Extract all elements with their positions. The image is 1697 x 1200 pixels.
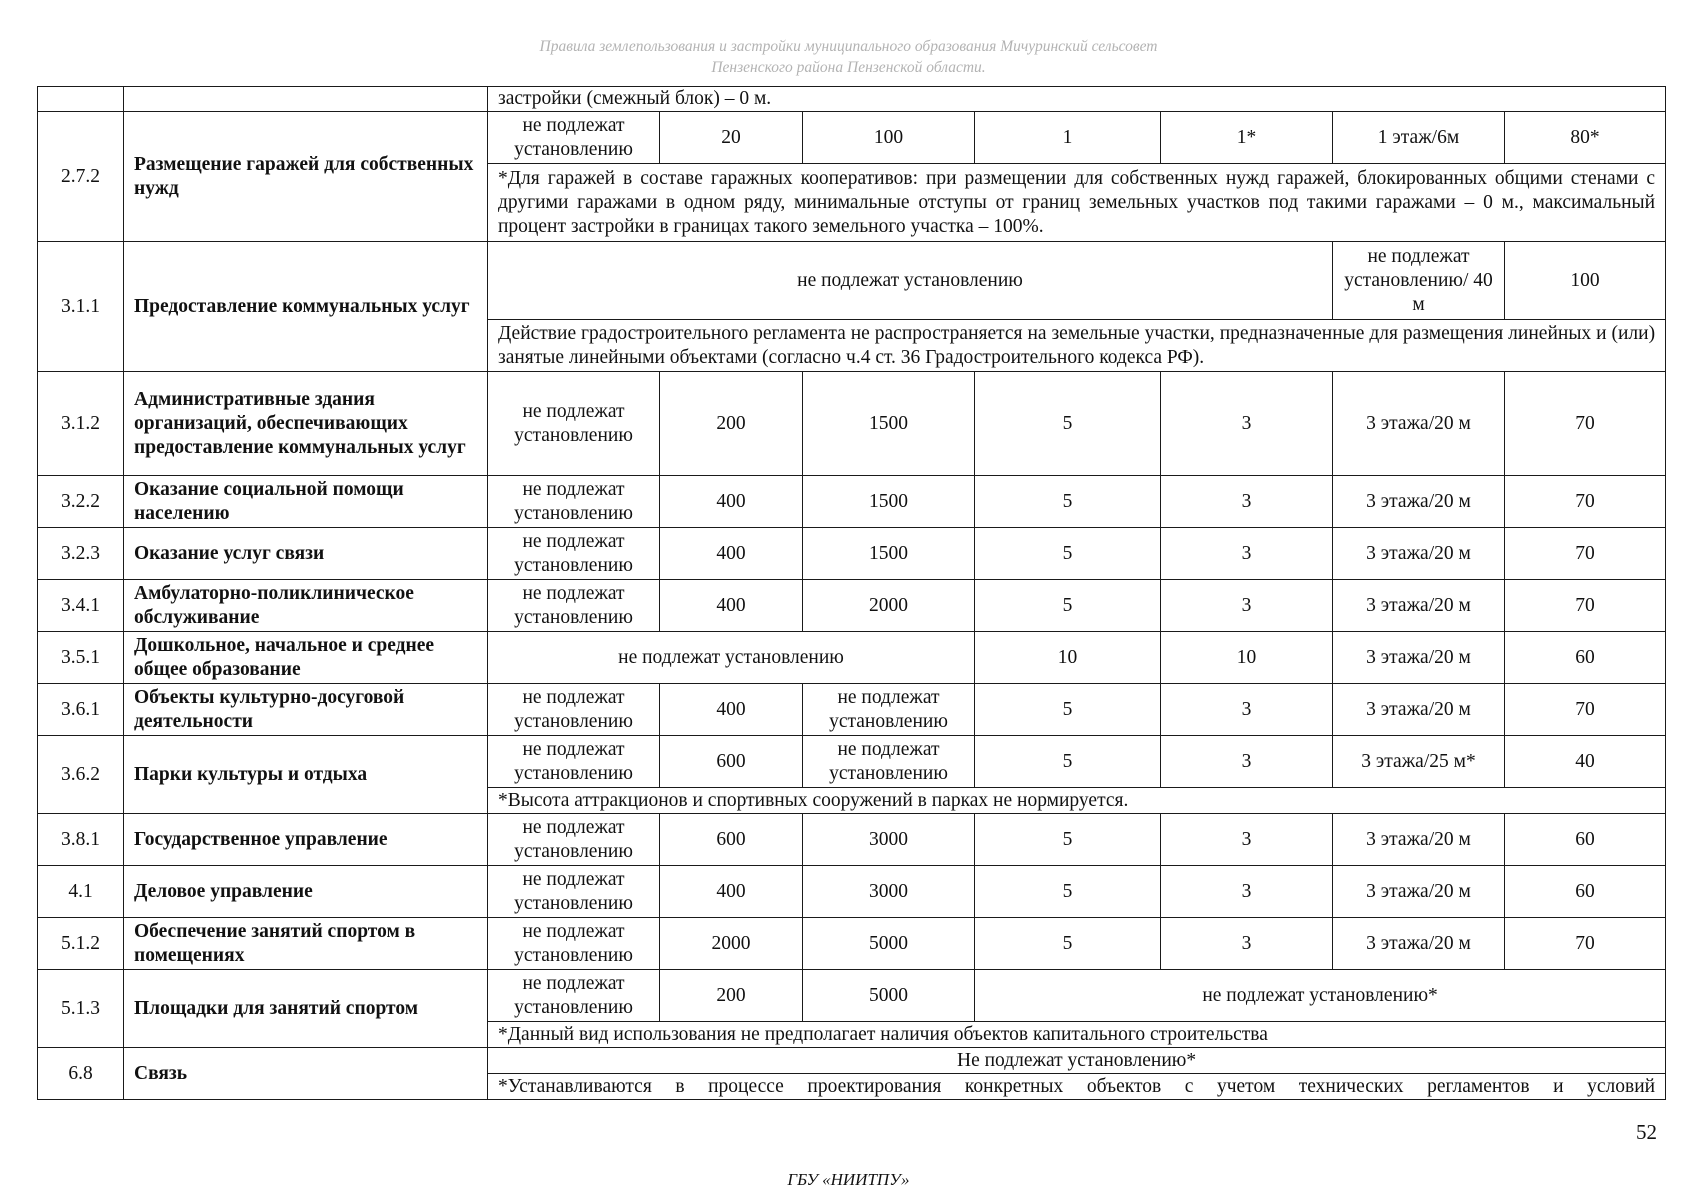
row-name: Оказание услуг связи <box>124 528 488 580</box>
table-row <box>38 814 1666 866</box>
cell-span-value: не подлежат установлению <box>488 242 1333 320</box>
table-row <box>38 918 1666 970</box>
cell-value: 5 <box>975 866 1161 918</box>
cell-value: не подлежат установлению <box>488 372 660 476</box>
cell-value: 60 <box>1505 814 1666 866</box>
cell-value: 3000 <box>803 866 975 918</box>
cell-value: 5 <box>975 814 1161 866</box>
table-row <box>38 112 1666 164</box>
cell-value: 400 <box>660 528 803 580</box>
cell-value: 70 <box>1505 476 1666 528</box>
cell-value: 5 <box>975 528 1161 580</box>
row-code: 4.1 <box>38 866 124 918</box>
table-row <box>38 242 1666 320</box>
row-code: 5.1.3 <box>38 970 124 1048</box>
row-code: 3.1.1 <box>38 242 124 372</box>
cell-value: 70 <box>1505 918 1666 970</box>
row-name: Государственное управление <box>124 814 488 866</box>
cell-value: 5 <box>975 736 1161 788</box>
cell-value: 60 <box>1505 866 1666 918</box>
cell-value: не подлежат установлению <box>488 112 660 164</box>
cell-value: 400 <box>660 684 803 736</box>
row-name: Размещение гаражей для собственных нужд <box>124 112 488 242</box>
row-name: Обеспечение занятий спортом в помещениях <box>124 918 488 970</box>
row-code: 6.8 <box>38 1048 124 1100</box>
cell-value: 1500 <box>803 372 975 476</box>
cell-value: 1 <box>975 112 1161 164</box>
cell-value: 3 этажа/20 м <box>1333 684 1505 736</box>
cell-value: 600 <box>660 814 803 866</box>
cell-value: 1 этаж/6м <box>1333 112 1505 164</box>
cell-value: 60 <box>1505 632 1666 684</box>
table-row <box>38 736 1666 788</box>
cell-value: 70 <box>1505 580 1666 632</box>
cell-value: 100 <box>803 112 975 164</box>
row-name: Амбулаторно-поликлиническое обслуживание <box>124 580 488 632</box>
cell-value: 3 <box>1161 528 1333 580</box>
cell-value: 3 этажа/20 м <box>1333 528 1505 580</box>
row-code: 3.2.3 <box>38 528 124 580</box>
footer: ГБУ «НИИТПУ» <box>787 1170 910 1189</box>
row-note: Действие градостроительного регламента не распространяется на земельные участки, предназначенные для размещения линейных и (или) занятые линейными объектами (согласно ч.4 ст. 36 Градостроительного кодекса РФ). <box>488 320 1666 372</box>
cell-value: не подлежат установлению <box>488 814 660 866</box>
cell-value: 3 <box>1161 580 1333 632</box>
cell-value: 1500 <box>803 476 975 528</box>
row-name: Административные здания организаций, обеспечивающих предоставление коммунальных услуг <box>124 372 488 476</box>
cell-value: не подлежат установлению <box>803 736 975 788</box>
cell-value: 3 <box>1161 866 1333 918</box>
row-name: Объекты культурно-досуговой деятельности <box>124 684 488 736</box>
cell-value: 3 этажа/20 м <box>1333 866 1505 918</box>
cell-value: 5 <box>975 372 1161 476</box>
cell-value: не подлежат установлению <box>488 970 660 1022</box>
table-row <box>38 866 1666 918</box>
cell-value: не подлежат установлению <box>488 476 660 528</box>
cell-value: 400 <box>660 866 803 918</box>
row-code: 3.6.1 <box>38 684 124 736</box>
cell-value: 3 этажа/20 м <box>1333 814 1505 866</box>
row-note: *Для гаражей в составе гаражных кооперативов: при размещении для собственных нужд гаражей, блокированных общими стенами с другими гаражами в одном ряду, минимальные отступы от границ земельных участков под такими гаражами – 0 м., максимальный процент застройки в границах такого земельного участка – 100%. <box>488 164 1666 242</box>
cell-value: не подлежат установлению <box>488 684 660 736</box>
cell-value: не подлежат установлению/ 40 м <box>1333 242 1505 320</box>
row-code: 2.7.2 <box>38 112 124 242</box>
row-name: Связь <box>124 1048 488 1100</box>
row-note: *Устанавливаются в процессе проектирования конкретных объектов с учетом технических регламентов и условий <box>488 1074 1666 1100</box>
cell-value: 3 <box>1161 736 1333 788</box>
cell-value: не подлежат установлению <box>488 580 660 632</box>
cell-value: 20 <box>660 112 803 164</box>
cell-value: 3 <box>1161 372 1333 476</box>
row-code: 3.2.2 <box>38 476 124 528</box>
row-name: Дошкольное, начальное и среднее общее образование <box>124 632 488 684</box>
cell-value: 3 <box>1161 814 1333 866</box>
table-row <box>38 970 1666 1022</box>
cell-span-value: не подлежат установлению <box>488 632 975 684</box>
cell-value: 70 <box>1505 372 1666 476</box>
cell-value: 40 <box>1505 736 1666 788</box>
cell-value: не подлежат установлению <box>488 866 660 918</box>
page-number: 52 <box>1636 1120 1657 1144</box>
row-name: Парки культуры и отдыха <box>124 736 488 814</box>
cell-value: 5 <box>975 684 1161 736</box>
cell-value: 80* <box>1505 112 1666 164</box>
cell-value: 70 <box>1505 684 1666 736</box>
cell-value: 5 <box>975 918 1161 970</box>
cell-value: не подлежат установлению <box>488 918 660 970</box>
cell-value: 5000 <box>803 970 975 1022</box>
cell-value: 10 <box>975 632 1161 684</box>
cell-span-value: не подлежат установлению* <box>975 970 1666 1022</box>
cell-value: 3 этажа/20 м <box>1333 476 1505 528</box>
cell-value: 3000 <box>803 814 975 866</box>
table-row <box>38 372 1666 476</box>
row-code: 3.5.1 <box>38 632 124 684</box>
table-row <box>38 684 1666 736</box>
table-row <box>38 1048 1666 1074</box>
cell-value: 400 <box>660 476 803 528</box>
table-row <box>38 580 1666 632</box>
cell-value: 3 этажа/20 м <box>1333 632 1505 684</box>
cell-value: 1* <box>1161 112 1333 164</box>
cell-value: 200 <box>660 970 803 1022</box>
cell-value: 1500 <box>803 528 975 580</box>
row-code: 3.6.2 <box>38 736 124 814</box>
cell-value: 600 <box>660 736 803 788</box>
cell-value: 2000 <box>660 918 803 970</box>
cell-value: 70 <box>1505 528 1666 580</box>
row-name: Предоставление коммунальных услуг <box>124 242 488 372</box>
regulations-table <box>37 86 1666 1100</box>
cell-value: 2000 <box>803 580 975 632</box>
row-code: 5.1.2 <box>38 918 124 970</box>
table-row <box>38 476 1666 528</box>
cell-value: 3 <box>1161 476 1333 528</box>
cell-value: 3 этажа/20 м <box>1333 372 1505 476</box>
cell-value: не подлежат установлению <box>803 684 975 736</box>
table-row <box>38 632 1666 684</box>
cell-value: 3 этажа/20 м <box>1333 918 1505 970</box>
cell-value: 3 <box>1161 918 1333 970</box>
cell-value: 100 <box>1505 242 1666 320</box>
row-code: 3.4.1 <box>38 580 124 632</box>
cell-value: не подлежат установлению <box>488 528 660 580</box>
cell-value: не подлежат установлению <box>488 736 660 788</box>
table-row <box>38 87 1666 112</box>
cell-value: 5 <box>975 476 1161 528</box>
cell-value: 3 <box>1161 684 1333 736</box>
cell-value: 3 этажа/20 м <box>1333 580 1505 632</box>
table-row <box>38 528 1666 580</box>
continuation-text: застройки (смежный блок) – 0 м. <box>488 87 1666 112</box>
row-code: 3.1.2 <box>38 372 124 476</box>
cell-value: 5 <box>975 580 1161 632</box>
cell-value: 400 <box>660 580 803 632</box>
cell-value: 5000 <box>803 918 975 970</box>
header-line-1: Правила землепользования и застройки муниципального образования Мичуринский сельсовет <box>539 38 1158 55</box>
cell-value: 3 этажа/25 м* <box>1333 736 1505 788</box>
row-name: Площадки для занятий спортом <box>124 970 488 1048</box>
cell-value: 10 <box>1161 632 1333 684</box>
row-note: *Высота аттракционов и спортивных сооружений в парках не нормируется. <box>488 788 1666 814</box>
row-name: Оказание социальной помощи населению <box>124 476 488 528</box>
cell-span-value: Не подлежат установлению* <box>488 1048 1666 1074</box>
row-code: 3.8.1 <box>38 814 124 866</box>
row-note: *Данный вид использования не предполагает наличия объектов капитального строительства <box>488 1022 1666 1048</box>
row-name: Деловое управление <box>124 866 488 918</box>
cell-value: 200 <box>660 372 803 476</box>
header-line-2: Пензенского района Пензенской области. <box>711 59 986 76</box>
running-header <box>0 36 1697 78</box>
